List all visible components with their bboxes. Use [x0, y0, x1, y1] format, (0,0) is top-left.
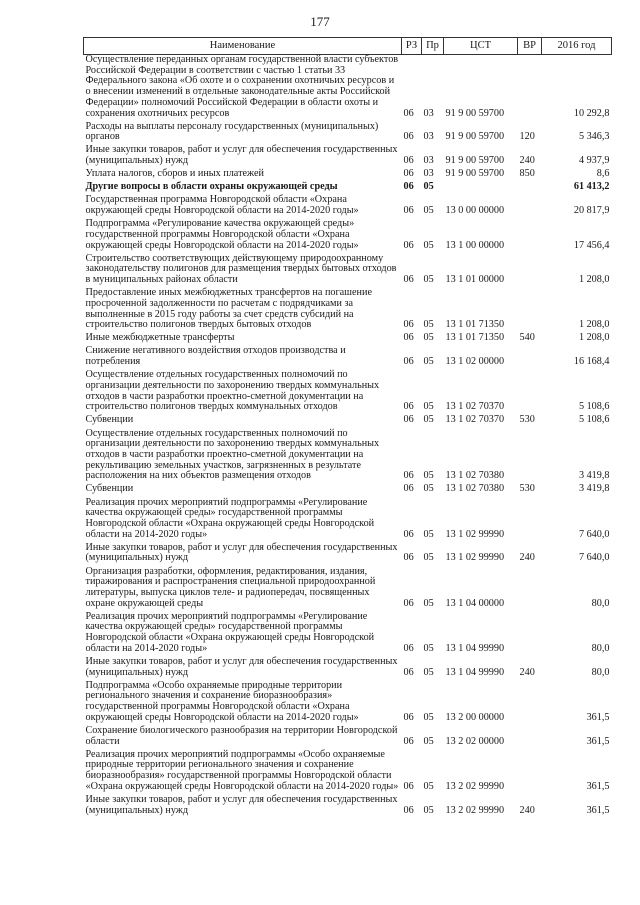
row-pr: 05: [423, 528, 434, 540]
row-rz: 06: [403, 205, 414, 217]
row-name: Уплата налогов, сборов и иных платежей: [85, 168, 264, 180]
row-pr: 05: [423, 642, 434, 654]
row-vr: [518, 346, 542, 370]
table-row: [84, 288, 612, 333]
row-cst: 13 2 02 00000: [445, 735, 505, 747]
row-pr: 05: [423, 666, 434, 678]
row-vr: [518, 567, 542, 612]
row-amount: 80,0: [591, 642, 610, 654]
row-name: Реализация прочих мероприятий подпрограммы «Особо охраняемые природные территории регионального значения и сохранение биоразнообразия» государственной программы Новгородской области «Охрана окружающей среды Новгородской области на 2014-2020 годы»: [85, 748, 399, 792]
row-vr: 240: [519, 666, 535, 678]
row-pr: 05: [423, 470, 434, 482]
row-rz: 06: [403, 711, 414, 723]
table-row: [84, 195, 612, 219]
table-row: [84, 346, 612, 370]
header-vr: ВР: [518, 38, 542, 55]
row-cst: 91 9 00 59700: [445, 155, 505, 167]
row-rz: 06: [403, 131, 414, 143]
row-amount: 61 413,2: [573, 181, 610, 193]
row-amount: 16 168,4: [573, 356, 610, 368]
row-amount: 5 346,3: [578, 131, 610, 143]
row-amount: 361,5: [586, 804, 610, 816]
row-vr: [518, 612, 542, 657]
page-number: 177: [310, 14, 330, 29]
table-row: [84, 657, 612, 681]
table-body: [84, 55, 612, 819]
row-cst: 13 2 02 99990: [445, 780, 505, 792]
row-cst: 13 1 04 00000: [445, 597, 505, 609]
row-name: Снижение негативного воздействия отходов производства и потребления: [85, 345, 346, 368]
row-cst: 13 1 02 70380: [445, 470, 505, 482]
row-name: Организация разработки, оформления, редактирования, издания, тиражирования и распространения специальной природоохранной литературы, выпуска циклов теле- и радиопередач, посвященных охране окружающей среды: [85, 565, 376, 609]
table-header-row: [84, 38, 612, 55]
row-pr: 05: [423, 552, 434, 564]
row-vr: 240: [519, 155, 535, 167]
row-pr: 03: [423, 155, 434, 167]
row-rz: 06: [403, 470, 414, 482]
row-amount: 3 419,8: [578, 483, 610, 495]
table-row: [84, 145, 612, 169]
row-name: Иные межбюджетные трансферты: [85, 332, 235, 344]
row-cst: 13 1 00 00000: [445, 239, 505, 251]
row-rz: 06: [403, 804, 414, 816]
row-pr: 05: [423, 181, 434, 193]
row-name: Реализация прочих мероприятий подпрограммы «Регулирование качества окружающей среды» государственной программы Новгородской области «Охрана окружающей среды Новгородской области на 2014-2020 годы»: [85, 496, 375, 540]
row-vr: [518, 370, 542, 415]
row-amount: 361,5: [586, 711, 610, 723]
row-rz: 06: [403, 401, 414, 413]
row-name: Реализация прочих мероприятий подпрограммы «Регулирование качества окружающей среды» государственной программы Новгородской области «Охрана окружающей среды Новгородской области на 2014-2020 годы»: [85, 610, 375, 654]
row-name: Иные закупки товаров, работ и услуг для обеспечения государственных (муниципальных) нужд: [85, 144, 398, 167]
row-pr: 05: [423, 319, 434, 331]
row-name: Иные закупки товаров, работ и услуг для обеспечения государственных (муниципальных) нужд: [85, 793, 398, 816]
row-name: Подпрограмма «Особо охраняемые природные территории регионального значения и сохранение биоразнообразия» государственной программы Новгородской области «Охрана окружающей среды Новгородской области на 2014-2020 годы»: [85, 679, 359, 723]
row-vr: [518, 55, 542, 122]
row-cst: 13 1 01 71350: [445, 332, 505, 344]
row-amount: 7 640,0: [578, 528, 610, 540]
row-rz: 06: [403, 107, 414, 119]
budget-table: [83, 37, 612, 819]
header-cst: ЦСТ: [444, 38, 518, 55]
row-cst: 13 1 02 99990: [445, 552, 505, 564]
row-rz: 06: [403, 181, 414, 193]
row-amount: 17 456,4: [573, 239, 610, 251]
row-rz: 06: [403, 552, 414, 564]
row-name: Строительство соответствующих действующему природоохранному законодательству полигонов для размещения твердых бытовых отходов в муниципальных районах области: [85, 252, 397, 286]
row-pr: 05: [423, 735, 434, 747]
row-pr: 05: [423, 414, 434, 426]
table-row: [84, 681, 612, 726]
table-row: [84, 567, 612, 612]
row-vr: [518, 429, 542, 485]
row-cst: 13 1 02 00000: [445, 356, 505, 368]
table-row: [84, 429, 612, 485]
row-amount: 7 640,0: [578, 552, 610, 564]
row-rz: 06: [403, 319, 414, 331]
row-name: Предоставление иных межбюджетных трансфертов на погашение просроченной задолженности по расчетам с подрядчиками за выполненные в 2015 году работы за счет средств субсидий на строительство полигонов твердых бытовых отходов: [85, 287, 372, 331]
row-amount: 1 208,0: [578, 274, 610, 286]
table-row: [84, 122, 612, 146]
table-row: [84, 612, 612, 657]
row-amount: 10 292,8: [573, 107, 610, 119]
row-cst: 13 1 02 70370: [445, 414, 505, 426]
table-row: [84, 254, 612, 289]
row-amount: 361,5: [586, 735, 610, 747]
row-cst: 91 9 00 59700: [445, 107, 505, 119]
row-name: Субвенции: [85, 414, 134, 426]
row-cst: [444, 182, 518, 195]
row-vr: 530: [519, 483, 535, 495]
row-cst: 13 1 02 70370: [445, 401, 505, 413]
row-name: Осуществление переданных органам государственной власти субъектов Российской Федерации в соответствии с частью 1 статьи 33 Федерального закона «Об охоте и о сохранении охотничьих ресурсов и о внесении изменений в отдельные законодательные акты Российской Федерации» полномочий Российской Федерации в области охоты и сохранения охотничьих ресурсов: [85, 54, 399, 119]
row-amount: 1 208,0: [578, 332, 610, 344]
row-amount: 8,6: [596, 168, 610, 180]
row-vr: 240: [519, 804, 535, 816]
row-vr: [518, 182, 542, 195]
row-vr: [518, 195, 542, 219]
table-row: [84, 370, 612, 415]
row-rz: 06: [403, 274, 414, 286]
header-rz: РЗ: [402, 38, 422, 55]
row-rz: 06: [403, 483, 414, 495]
row-pr: 05: [423, 239, 434, 251]
row-pr: 03: [423, 168, 434, 180]
row-cst: 91 9 00 59700: [445, 131, 505, 143]
row-pr: 05: [423, 274, 434, 286]
row-name: Расходы на выплаты персоналу государственных (муниципальных) органов: [85, 120, 379, 143]
table-row: [84, 55, 612, 122]
row-amount: 20 817,9: [573, 205, 610, 217]
row-vr: 540: [519, 332, 535, 344]
row-amount: 5 108,6: [578, 414, 610, 426]
row-cst: 13 1 01 71350: [445, 319, 505, 331]
table-row: [84, 726, 612, 750]
row-pr: 05: [423, 483, 434, 495]
row-rz: 06: [403, 332, 414, 344]
table-row: [84, 498, 612, 543]
row-amount: 80,0: [591, 666, 610, 678]
row-vr: [518, 681, 542, 726]
row-cst: 13 1 02 99990: [445, 528, 505, 540]
row-name: Государственная программа Новгородской области «Охрана окружающей среды Новгородской области на 2014-2020 годы»: [85, 194, 359, 217]
row-cst: 13 0 00 00000: [445, 205, 505, 217]
header-name: Наименование: [84, 38, 402, 55]
row-rz: 06: [403, 666, 414, 678]
header-year: 2016 год: [542, 38, 612, 55]
row-cst: 13 1 04 99990: [445, 666, 505, 678]
table-row: [84, 415, 612, 428]
row-vr: 530: [519, 414, 535, 426]
row-cst: 91 9 00 59700: [445, 168, 505, 180]
row-pr: 05: [423, 401, 434, 413]
row-rz: 06: [403, 597, 414, 609]
row-vr: 240: [519, 552, 535, 564]
row-name: Иные закупки товаров, работ и услуг для обеспечения государственных (муниципальных) нужд: [85, 655, 398, 678]
row-rz: 06: [403, 642, 414, 654]
header-pr: Пр: [422, 38, 444, 55]
row-rz: 06: [403, 414, 414, 426]
row-vr: [518, 750, 542, 795]
row-pr: 05: [423, 205, 434, 217]
row-pr: 05: [423, 804, 434, 816]
row-amount: 1 208,0: [578, 319, 610, 331]
row-vr: 850: [519, 168, 535, 180]
table-row: [84, 484, 612, 497]
table-row: [84, 795, 612, 819]
row-pr: 03: [423, 131, 434, 143]
row-pr: 05: [423, 597, 434, 609]
row-cst: 13 2 00 00000: [445, 711, 505, 723]
row-rz: 06: [403, 735, 414, 747]
row-cst: 13 2 02 99990: [445, 804, 505, 816]
table-row: [84, 543, 612, 567]
row-vr: [518, 254, 542, 289]
row-rz: 06: [403, 356, 414, 368]
row-amount: 3 419,8: [578, 470, 610, 482]
row-name: Иные закупки товаров, работ и услуг для обеспечения государственных (муниципальных) нужд: [85, 541, 398, 564]
row-vr: 120: [519, 131, 535, 143]
row-pr: 05: [423, 711, 434, 723]
row-cst: 13 1 01 00000: [445, 274, 505, 286]
row-cst: 13 1 04 99990: [445, 642, 505, 654]
table-row: [84, 750, 612, 795]
row-vr: [518, 726, 542, 750]
row-pr: 03: [423, 107, 434, 119]
row-vr: [518, 498, 542, 543]
row-vr: [518, 219, 542, 254]
row-amount: 5 108,6: [578, 401, 610, 413]
row-rz: 06: [403, 239, 414, 251]
row-vr: [518, 288, 542, 333]
row-cst: 13 1 02 70380: [445, 483, 505, 495]
row-rz: 06: [403, 168, 414, 180]
row-rz: 06: [403, 528, 414, 540]
row-rz: 06: [403, 155, 414, 167]
row-pr: 05: [423, 332, 434, 344]
table-row: [84, 219, 612, 254]
row-name: Сохранение биологического разнообразия на территории Новгородской области: [85, 724, 398, 747]
row-amount: 80,0: [591, 597, 610, 609]
row-rz: 06: [403, 780, 414, 792]
row-name: Другие вопросы в области охраны окружающей среды: [85, 181, 338, 193]
row-name: Осуществление отдельных государственных полномочий по организации деятельности по захоронению твердых коммунальных отходов в части разработки проектно-сметной документации на строительство полигонов твердых коммунальных отходов: [85, 369, 380, 413]
row-pr: 05: [423, 356, 434, 368]
row-pr: 05: [423, 780, 434, 792]
row-name: Субвенции: [85, 483, 134, 495]
row-name: Подпрограмма «Регулирование качества окружающей среды» государственной программы Новгородской области «Охрана окружающей среды Новгородской области на 2014-2020 годы»: [85, 218, 359, 251]
row-name: Осуществление отдельных государственных полномочий по организации деятельности по захоронению твердых коммунальных отходов в части разработки проектно-сметной документации на рекультивацию земельных участков, загрязненных в результате расположения на них объектов размещения отходов: [85, 427, 380, 482]
row-amount: 361,5: [586, 780, 610, 792]
row-amount: 4 937,9: [578, 155, 610, 167]
